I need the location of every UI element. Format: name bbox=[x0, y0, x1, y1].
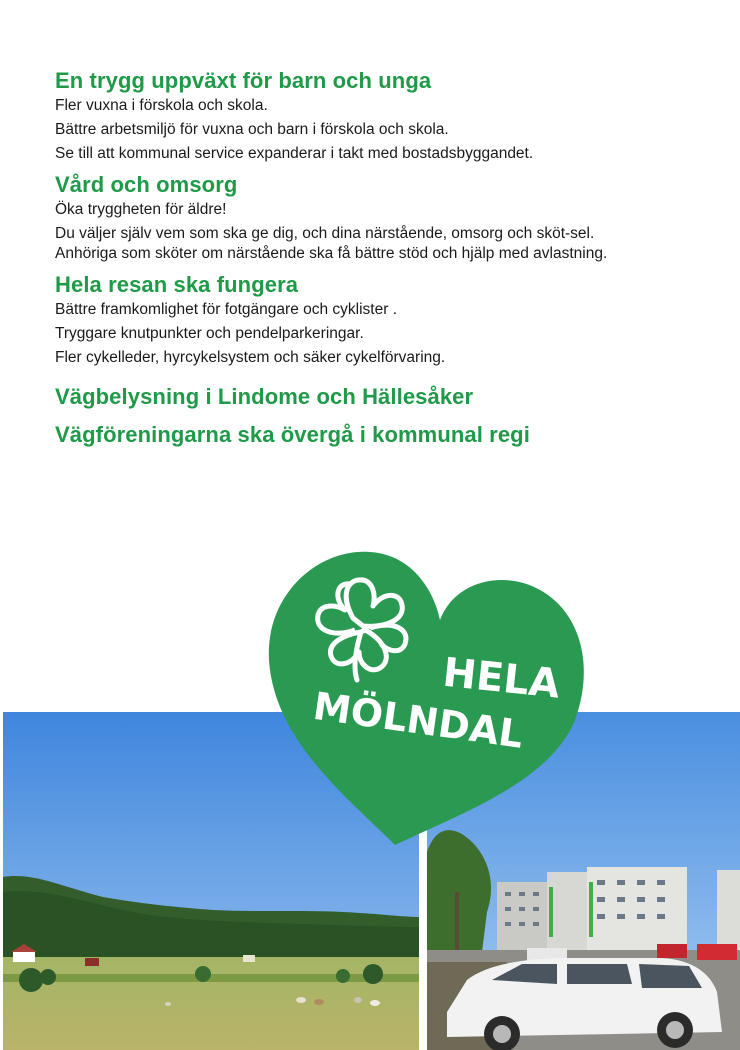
section-heading: Hela resan ska fungera bbox=[55, 272, 299, 297]
section-care bbox=[55, 170, 695, 264]
main-content bbox=[55, 66, 695, 458]
section-travel bbox=[55, 270, 695, 368]
section-heading: En trygg uppväxt för barn och unga bbox=[55, 68, 432, 93]
section-line: Bättre framkomlighet för fotgängare och cyklister . bbox=[55, 301, 398, 318]
hela-molndal-logo bbox=[255, 540, 595, 860]
section-childhood bbox=[55, 66, 695, 164]
road-associations-heading: Vägföreningarna ska övergå i kommunal regi bbox=[55, 422, 530, 447]
section-line: Öka tryggheten för äldre! bbox=[55, 201, 227, 218]
logo-line2: MÖLNDAL bbox=[310, 683, 526, 757]
section-line: Tryggare knutpunkter och pendelparkeringar. bbox=[55, 325, 364, 342]
section-heading: Vård och omsorg bbox=[55, 172, 238, 197]
logo-line1: HELA bbox=[440, 649, 563, 708]
section-line: Fler cykelleder, hyrcykelsystem och säker cykelförvaring. bbox=[55, 349, 446, 366]
section-line: Du väljer själv vem som ska ge dig, och dina närstående, omsorg och sköt-sel. Anhöriga som sköter om närstående ska få bättre stöd och hjälp med avlastning. bbox=[55, 225, 608, 262]
section-line: Se till att kommunal service expanderar i takt med bostadsbyggandet. bbox=[55, 145, 534, 162]
section-line: Bättre arbetsmiljö för vuxna och barn i förskola och skola. bbox=[55, 121, 449, 138]
road-lighting-heading: Vägbelysning i Lindome och Hällesåker bbox=[55, 384, 474, 409]
section-line: Fler vuxna i förskola och skola. bbox=[55, 97, 268, 114]
standalone-headings bbox=[55, 382, 695, 450]
